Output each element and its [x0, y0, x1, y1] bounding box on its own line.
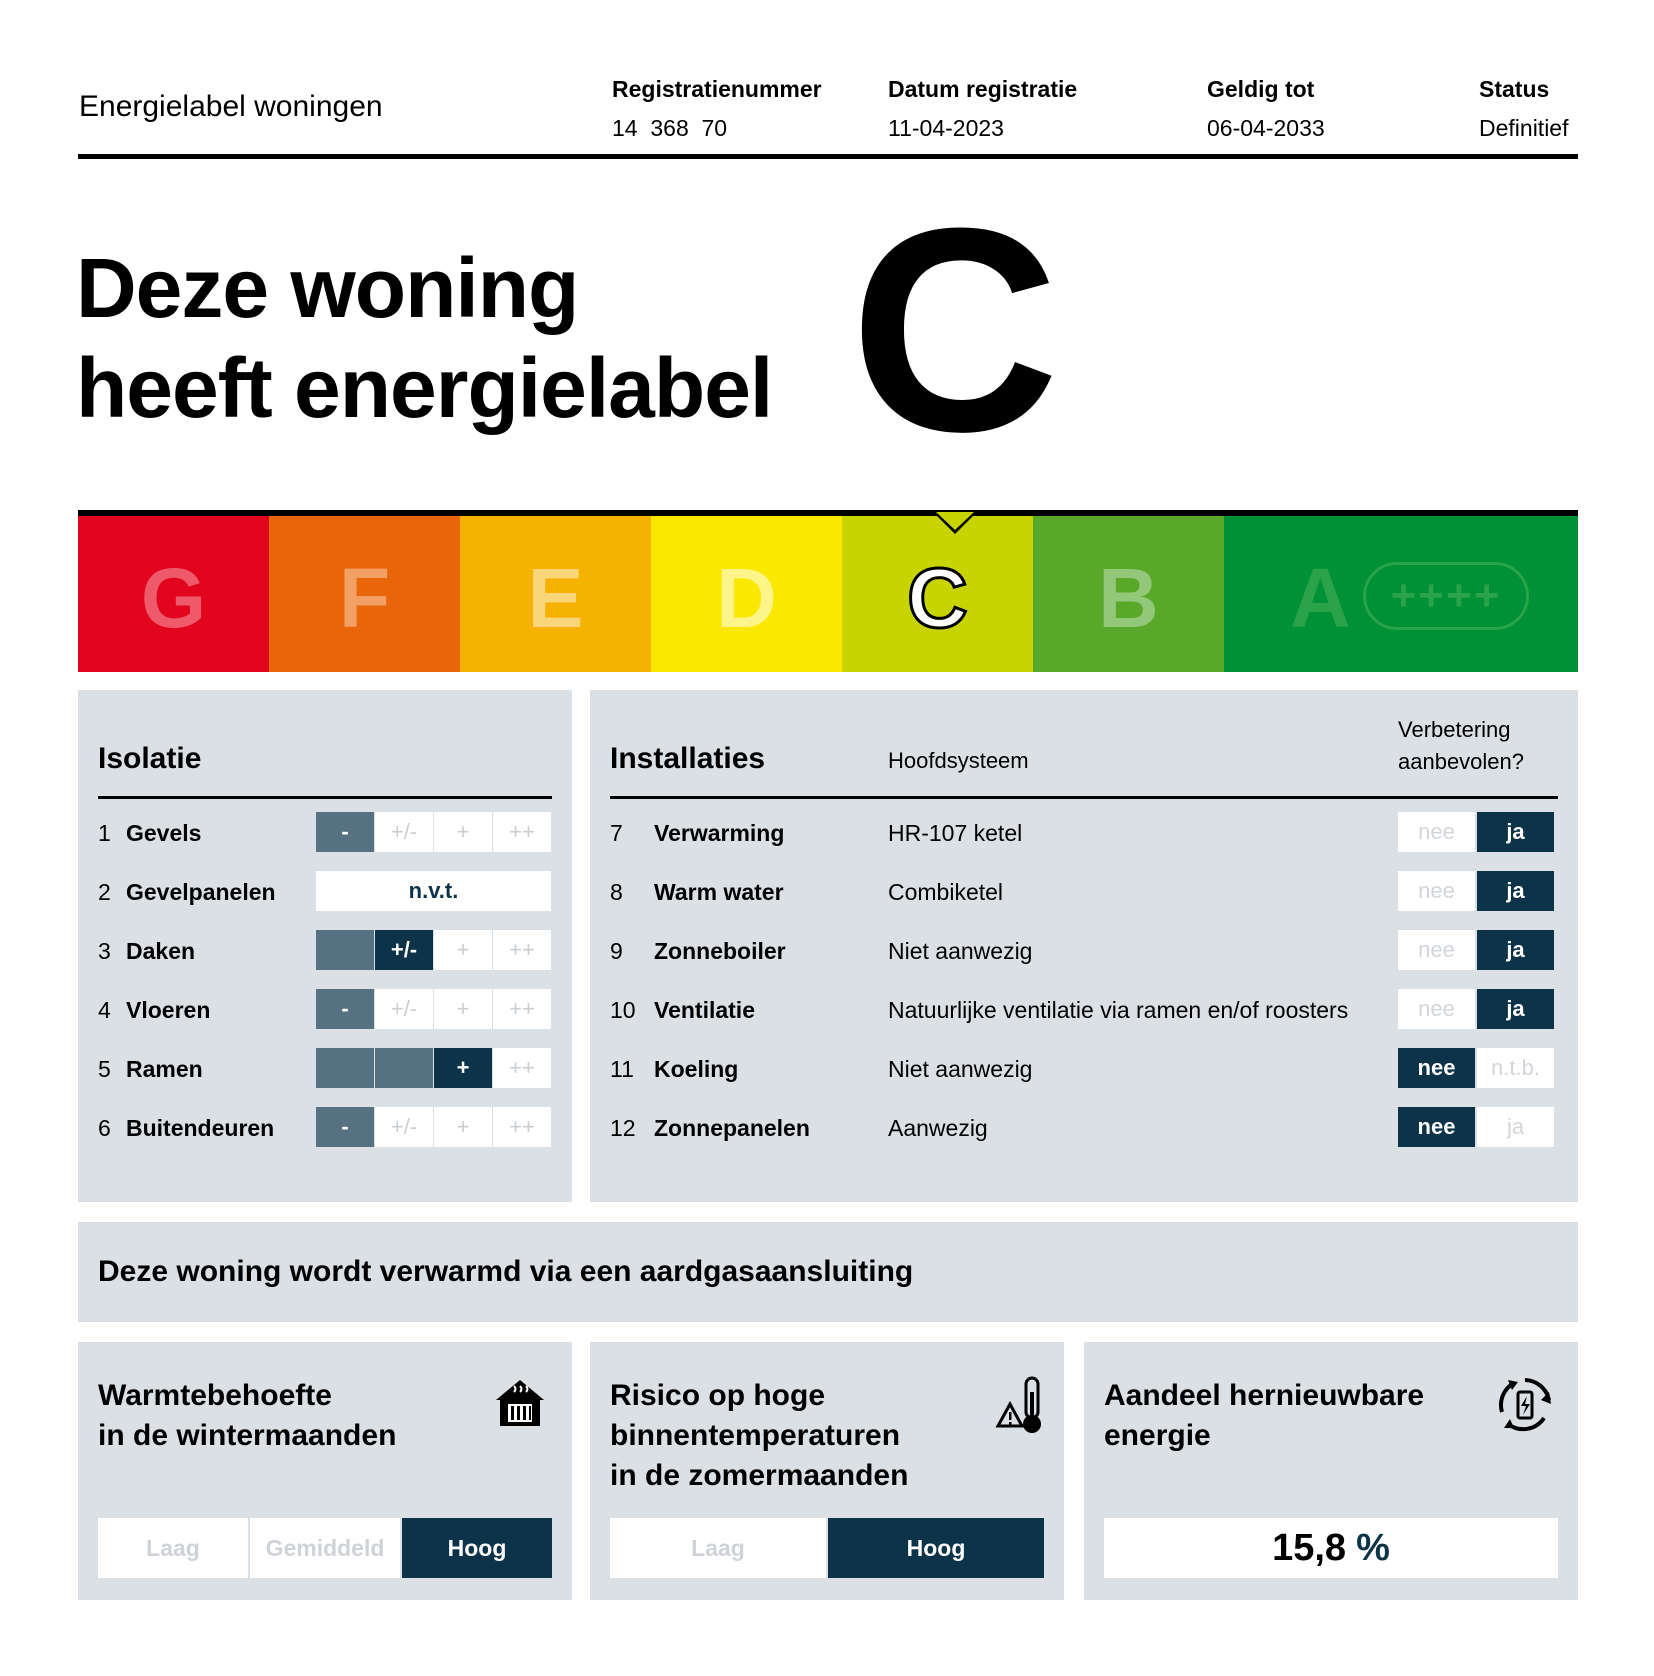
- valid-until-block: [1207, 76, 1325, 142]
- isolatie-row-name: Buitendeuren: [126, 1115, 275, 1141]
- isolatie-row-name: Vloeren: [126, 997, 211, 1023]
- isolatie-level-cell: ++: [493, 1048, 551, 1088]
- installatie-row-number: 7: [610, 820, 623, 846]
- isolatie-level-cell: ++: [493, 1107, 551, 1147]
- isolatie-level-cell: ++: [493, 812, 551, 852]
- scale-letter-d: D: [716, 550, 777, 645]
- installatie-row-name: Verwarming: [654, 820, 785, 846]
- isolatie-row-name: Daken: [126, 938, 196, 964]
- isolatie-level-cell: -: [316, 1107, 374, 1147]
- risico-title-line-3: in de zomermaanden: [610, 1459, 909, 1492]
- risico-title: [610, 1376, 908, 1496]
- isolatie-row-number: 3: [98, 938, 111, 964]
- aandeel-panel: [1084, 1342, 1578, 1600]
- warmte-panel: [78, 1342, 572, 1600]
- isolatie-row-number: 5: [98, 1056, 111, 1082]
- installatie-row-number: 12: [610, 1115, 636, 1141]
- heating-note-panel: [78, 1222, 1578, 1322]
- installatie-row-number: 9: [610, 938, 623, 964]
- registration-number-block: [612, 76, 822, 142]
- isolatie-row-number: 6: [98, 1115, 111, 1141]
- installatie-row-name: Koeling: [654, 1056, 739, 1082]
- scale-segment-b: [1033, 516, 1224, 672]
- isolatie-level-cell: +: [434, 1048, 492, 1088]
- installatie-row-value: Combiketel: [888, 879, 1004, 905]
- warmte-option-gemiddeld: Gemiddeld: [250, 1518, 400, 1578]
- installatie-row-value: Niet aanwezig: [888, 1056, 1033, 1082]
- improvement-yes-cell: ja: [1477, 812, 1554, 852]
- scale-segment-f: [269, 516, 460, 672]
- installatie-row-name: Zonneboiler: [654, 938, 786, 964]
- renewable-share-box: [1104, 1518, 1558, 1578]
- header-divider: [78, 154, 1578, 159]
- warmte-title-line-1: Warmtebehoefte: [98, 1379, 332, 1412]
- installatie-row-number: 8: [610, 879, 623, 905]
- isolatie-nvt-cell: n.v.t.: [316, 871, 551, 911]
- scale-plus-badge: ++++: [1363, 562, 1529, 630]
- headline-line-1: Deze woning: [76, 241, 579, 335]
- document-title: Energielabel woningen: [79, 90, 383, 123]
- installatie-row-number: 10: [610, 997, 636, 1023]
- improvement-no-cell: nee: [1398, 871, 1475, 911]
- improvement-yes-cell: n.t.b.: [1477, 1048, 1554, 1088]
- isolatie-rule: [98, 796, 552, 799]
- scale-segment-e: [460, 516, 651, 672]
- headline: [76, 238, 772, 438]
- registration-date-label: Datum registratie: [888, 76, 1078, 102]
- renewable-share-value: 15,8: [1272, 1526, 1347, 1569]
- improvement-yes-cell: ja: [1477, 989, 1554, 1029]
- current-label-marker-fill: [936, 512, 974, 530]
- improvement-header-line-1: Verbetering: [1398, 717, 1511, 742]
- isolatie-row-number: 4: [98, 997, 111, 1023]
- scale-letter-b: B: [1098, 550, 1159, 645]
- headline-line-2: heeft energielabel: [76, 341, 773, 435]
- heating-note: Deze woning wordt verwarmd via een aardgasaansluiting: [98, 1255, 914, 1288]
- risico-title-line-2: binnentemperaturen: [610, 1419, 901, 1452]
- improvement-header-line-2: aanbevolen?: [1398, 749, 1525, 774]
- improvement-yes-cell: ja: [1477, 930, 1554, 970]
- status-block: [1479, 76, 1568, 142]
- isolatie-row-number: 2: [98, 879, 111, 905]
- isolatie-level-cell: -: [316, 989, 374, 1029]
- isolatie-level-cell: -: [316, 812, 374, 852]
- isolatie-level-cell: +/-: [375, 930, 433, 970]
- isolatie-level-cell: +/-: [375, 989, 433, 1029]
- risico-title-line-1: Risico op hoge: [610, 1379, 826, 1412]
- renewable-energy-icon: [1494, 1374, 1556, 1436]
- installatie-row-name: Warm water: [654, 879, 784, 905]
- isolatie-row-name: Gevels: [126, 820, 202, 846]
- improvement-no-cell: nee: [1398, 1107, 1475, 1147]
- isolatie-level-cell: [316, 1048, 374, 1088]
- installatie-row-value: Aanwezig: [888, 1115, 988, 1141]
- energy-label-scale: [78, 510, 1578, 672]
- scale-letter-f: F: [338, 550, 391, 645]
- aandeel-title-line-2: energie: [1104, 1419, 1211, 1452]
- scale-letter-c: C: [907, 550, 968, 645]
- renewable-share-unit: %: [1356, 1526, 1390, 1569]
- isolatie-row-name: Gevelpanelen: [126, 879, 276, 905]
- status-value: Definitief: [1479, 115, 1569, 141]
- installaties-title: Installaties: [610, 742, 766, 775]
- isolatie-panel: [78, 690, 572, 1202]
- improvement-no-cell: nee: [1398, 1048, 1475, 1088]
- installatie-row-name: Ventilatie: [654, 997, 755, 1023]
- aandeel-title-line-1: Aandeel hernieuwbare: [1104, 1379, 1425, 1412]
- registration-date-value: 11-04-2023: [888, 115, 1004, 141]
- improvement-header: [1398, 714, 1524, 778]
- scale-letter-g: G: [140, 550, 207, 645]
- isolatie-row-number: 1: [98, 820, 111, 846]
- warning-thermometer-icon: [994, 1374, 1046, 1436]
- aandeel-title: [1104, 1376, 1424, 1456]
- installaties-rule: [610, 796, 1558, 799]
- isolatie-title: Isolatie: [98, 742, 202, 775]
- improvement-no-cell: nee: [1398, 930, 1475, 970]
- scale-segment-d: [651, 516, 842, 672]
- installatie-row-value: Niet aanwezig: [888, 938, 1033, 964]
- warmte-option-laag: Laag: [98, 1518, 248, 1578]
- valid-until-value: 06-04-2033: [1207, 115, 1325, 141]
- isolatie-level-cell: +: [434, 930, 492, 970]
- isolatie-level-cell: +/-: [375, 812, 433, 852]
- status-label: Status: [1479, 76, 1550, 102]
- energy-label-letter: C: [850, 168, 1060, 492]
- risico-panel: [590, 1342, 1064, 1600]
- isolatie-level-cell: +/-: [375, 1107, 433, 1147]
- warmte-title: [98, 1376, 396, 1456]
- installatie-row-value: HR-107 ketel: [888, 820, 1023, 846]
- installaties-panel: [590, 690, 1578, 1202]
- installatie-row-value: Natuurlijke ventilatie via ramen en/of roosters: [888, 997, 1349, 1023]
- improvement-no-cell: nee: [1398, 812, 1475, 852]
- registration-date-block: [888, 76, 1077, 142]
- risico-option-hoog: Hoog: [828, 1518, 1044, 1578]
- risico-option-laag: Laag: [610, 1518, 826, 1578]
- isolatie-row-name: Ramen: [126, 1056, 203, 1082]
- hoofdsysteem-header: Hoofdsysteem: [888, 748, 1029, 773]
- warmte-title-line-2: in de wintermaanden: [98, 1419, 397, 1452]
- scale-segment-c: [842, 516, 1033, 672]
- scale-letter-a: A: [1290, 550, 1351, 645]
- scale-segment-g: [78, 516, 269, 672]
- isolatie-level-cell: +: [434, 989, 492, 1029]
- improvement-no-cell: nee: [1398, 989, 1475, 1029]
- installatie-row-number: 11: [610, 1056, 634, 1082]
- isolatie-level-cell: +: [434, 1107, 492, 1147]
- registration-number-value: 14 368 70: [612, 115, 728, 141]
- isolatie-level-cell: ++: [493, 930, 551, 970]
- isolatie-level-cell: [316, 930, 374, 970]
- improvement-yes-cell: ja: [1477, 871, 1554, 911]
- isolatie-level-cell: ++: [493, 989, 551, 1029]
- installatie-row-name: Zonnepanelen: [654, 1115, 810, 1141]
- improvement-yes-cell: ja: [1477, 1107, 1554, 1147]
- valid-until-label: Geldig tot: [1207, 76, 1315, 102]
- isolatie-level-cell: +: [434, 812, 492, 852]
- house-radiator-icon: [492, 1374, 548, 1430]
- isolatie-level-cell: [375, 1048, 433, 1088]
- registration-number-label: Registratienummer: [612, 76, 822, 102]
- warmte-option-hoog: Hoog: [402, 1518, 552, 1578]
- scale-letter-e: E: [527, 550, 584, 645]
